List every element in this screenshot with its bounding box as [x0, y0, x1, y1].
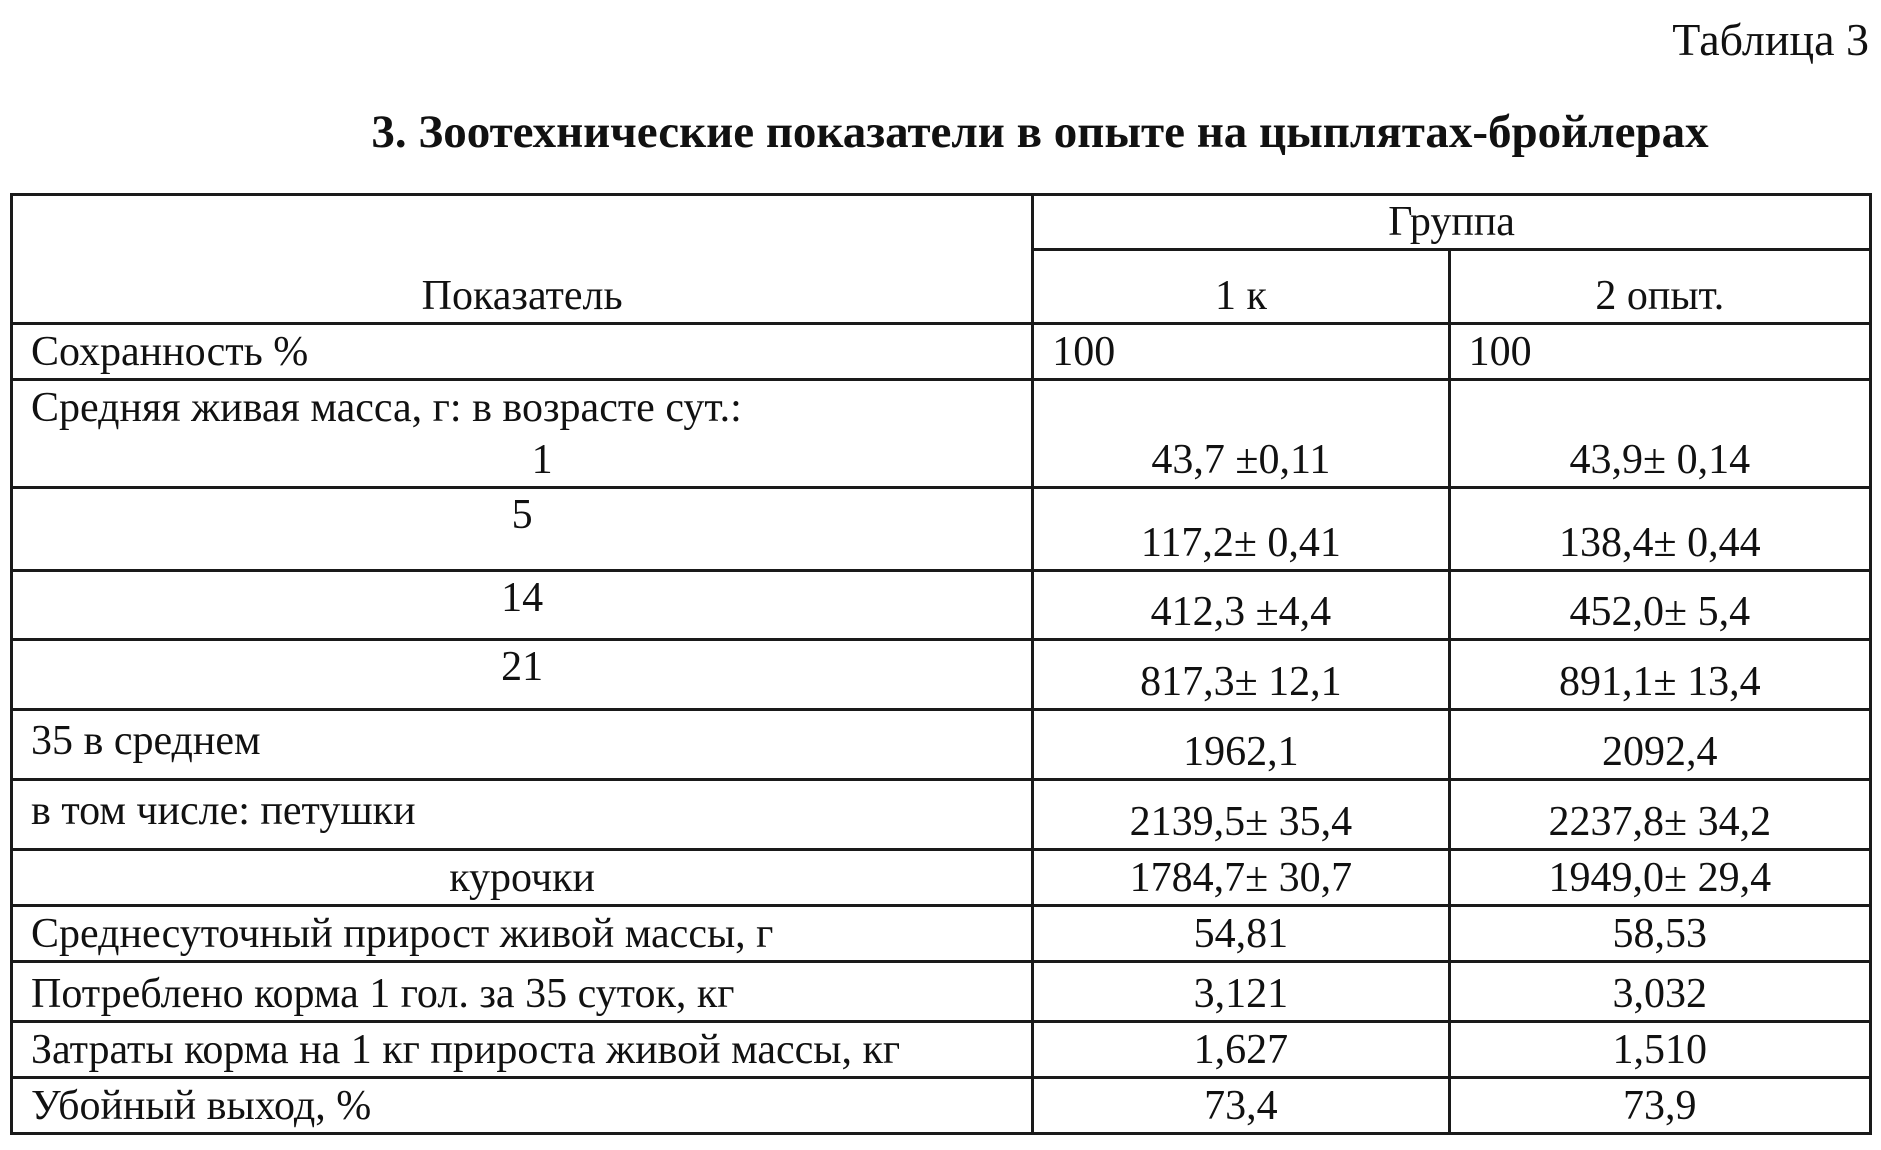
row-label: 5	[12, 488, 1033, 571]
row-value-group-2: 3,032	[1449, 962, 1870, 1022]
table-title: 3. Зоотехнические показатели в опыте на цыплятах-бройлерах	[371, 106, 1709, 158]
row-label: Сохранность %	[12, 324, 1033, 380]
table-row	[12, 962, 1871, 1022]
row-value-group-2: 43,9± 0,14	[1449, 380, 1870, 488]
row-label: Затраты корма на 1 кг прироста живой массы, кг	[12, 1022, 1033, 1078]
row-value-group-1: 2139,5± 35,4	[1033, 780, 1449, 850]
row-label: курочки	[12, 850, 1033, 906]
row-value-group-2: 891,1± 13,4	[1449, 640, 1870, 710]
row-value-group-2: 1,510	[1449, 1022, 1870, 1078]
row-label: Среднесуточный прирост живой массы, г	[12, 906, 1033, 962]
row-age-label: 1	[531, 437, 553, 483]
table-row	[12, 780, 1871, 850]
row-value-group-1: 3,121	[1033, 962, 1449, 1022]
row-value-group-2: 2237,8± 34,2	[1449, 780, 1870, 850]
header-row-group	[12, 195, 1871, 250]
row-value-group-1: 73,4	[1033, 1078, 1449, 1134]
table-row	[12, 571, 1871, 640]
row-value-group-1: 43,7 ±0,11	[1033, 380, 1449, 488]
row-label: 14	[12, 571, 1033, 640]
row-value-group-2: 138,4± 0,44	[1449, 488, 1870, 571]
row-label: Убойный выход, %	[12, 1078, 1033, 1134]
table-row	[12, 488, 1871, 571]
row-value-group-1: 54,81	[1033, 906, 1449, 962]
row-label: Средняя живая масса, г: в возрасте сут.:	[31, 385, 742, 431]
table-number-label: Таблица 3	[1672, 14, 1869, 65]
row-value-group-1: 100	[1033, 324, 1449, 380]
table-row	[12, 380, 1871, 488]
table-row	[12, 324, 1871, 380]
header-group-2: 2 опыт.	[1449, 250, 1870, 324]
row-value-group-2: 2092,4	[1449, 710, 1870, 780]
row-value-group-1: 817,3± 12,1	[1033, 640, 1449, 710]
table-row	[12, 640, 1871, 710]
table-row	[12, 1078, 1871, 1134]
row-value-group-1: 117,2± 0,41	[1033, 488, 1449, 571]
row-value-group-1: 1,627	[1033, 1022, 1449, 1078]
row-label: в том числе: петушки	[12, 780, 1033, 850]
table-row	[12, 710, 1871, 780]
row-value-group-2: 73,9	[1449, 1078, 1870, 1134]
header-group-1: 1 к	[1033, 250, 1449, 324]
zootechnical-indicators-table	[10, 193, 1872, 1135]
row-label: 21	[12, 640, 1033, 710]
table-row	[12, 850, 1871, 906]
row-label-cell	[12, 380, 1033, 488]
row-value-group-2: 100	[1449, 324, 1870, 380]
row-value-group-1: 1962,1	[1033, 710, 1449, 780]
header-group: Группа	[1033, 195, 1871, 250]
row-label: 35 в среднем	[12, 710, 1033, 780]
header-indicator: Показатель	[12, 195, 1033, 324]
row-value-group-1: 1784,7± 30,7	[1033, 850, 1449, 906]
row-value-group-2: 452,0± 5,4	[1449, 571, 1870, 640]
table-row	[12, 906, 1871, 962]
row-label: Потреблено корма 1 гол. за 35 суток, кг	[12, 962, 1033, 1022]
row-value-group-1: 412,3 ±4,4	[1033, 571, 1449, 640]
row-value-group-2: 58,53	[1449, 906, 1870, 962]
row-value-group-2: 1949,0± 29,4	[1449, 850, 1870, 906]
table-row	[12, 1022, 1871, 1078]
